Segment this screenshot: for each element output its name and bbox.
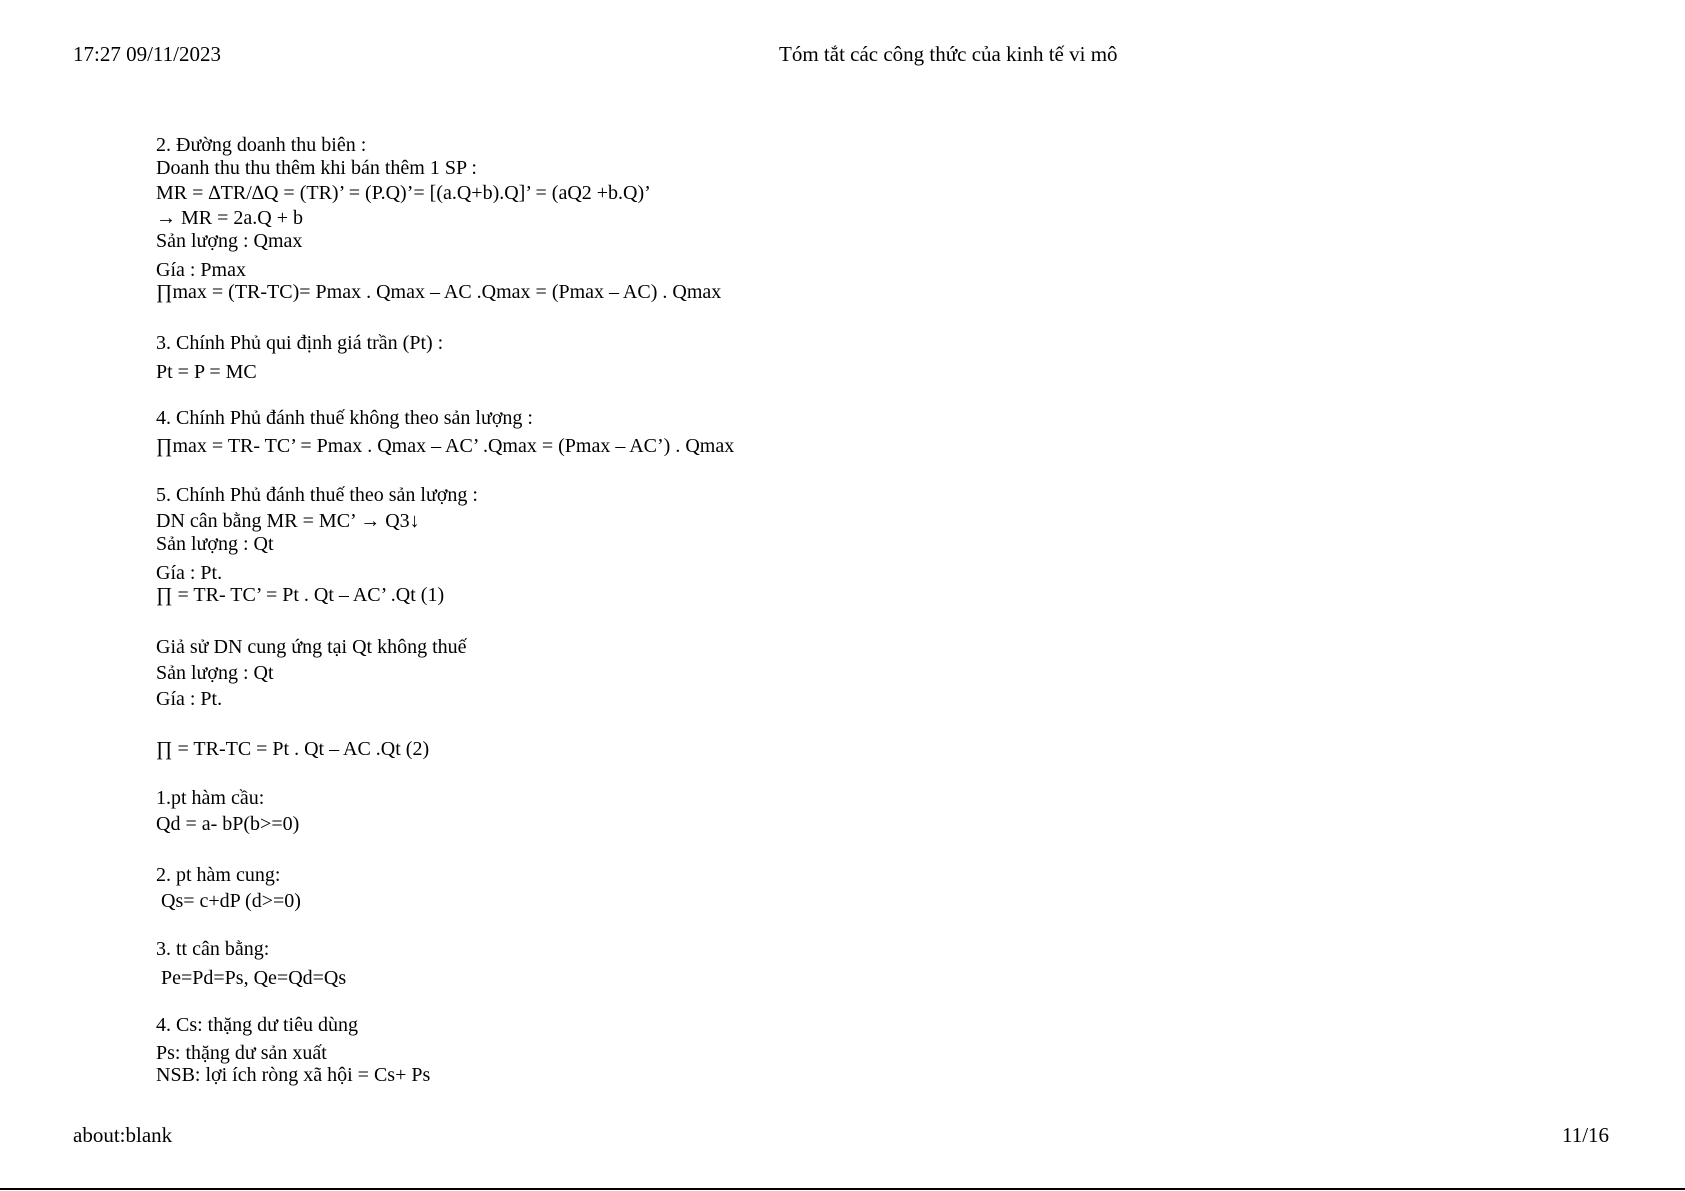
section-heading-demand: 1.pt hàm cầu: (156, 787, 265, 809)
section-heading-price-ceiling: 3. Chính Phủ qui định giá trần (Pt) : (156, 332, 444, 354)
formula-line: → MR = 2a.Q + b (156, 207, 304, 229)
formula-line: MR = ∆TR/∆Q = (TR)’ = (P.Q)’= [(a.Q+b).Q]’ = (aQ2 +b.Q)’ (156, 182, 651, 204)
section-heading-lump-sum-tax: 4. Chính Phủ đánh thuế không theo sản lượng : (156, 407, 533, 429)
formula-line: ∏max = TR- TC’ = Pmax . Qmax – AC’ .Qmax = (Pmax – AC’) . Qmax (156, 435, 735, 457)
section-heading-equilibrium: 3. tt cân bằng: (156, 938, 270, 960)
print-datetime: 17:27 09/11/2023 (73, 42, 221, 66)
text-line: Gía : Pt. (156, 562, 223, 584)
text-line: Sản lượng : Qt (156, 533, 274, 555)
formula-line: NSB: lợi ích ròng xã hội = Cs+ Ps (156, 1064, 431, 1086)
formula-line: ∏ = TR- TC’ = Pt . Qt – AC’ .Qt (1) (156, 584, 445, 606)
formula-line: Qd = a- bP(b>=0) (156, 813, 300, 835)
page-number: 11/16 (1562, 1123, 1610, 1147)
section-heading-per-unit-tax: 5. Chính Phủ đánh thuế theo sản lượng : (156, 484, 478, 506)
text-line: Ps: thặng dư sản xuất (156, 1042, 327, 1064)
footer-url: about:blank (73, 1123, 173, 1147)
text-line: Gía : Pmax (156, 259, 246, 281)
text-line: Gía : Pt. (156, 688, 223, 710)
formula-line: ∏ = TR-TC = Pt . Qt – AC .Qt (2) (156, 738, 430, 760)
document-title: Tóm tắt các công thức của kinh tế vi mô (779, 42, 1118, 66)
formula-line: Pe=Pd=Ps, Qe=Qd=Qs (156, 967, 347, 989)
formula-line: Qs= c+dP (d>=0) (156, 890, 301, 912)
text-line: Doanh thu thu thêm khi bán thêm 1 SP : (156, 157, 477, 179)
section-heading-supply: 2. pt hàm cung: (156, 864, 281, 886)
page-bottom-rule (0, 1188, 1685, 1190)
section-heading-surplus: 4. Cs: thặng dư tiêu dùng (156, 1014, 358, 1036)
section-heading-marginal-revenue: 2. Đường doanh thu biên : (156, 134, 367, 156)
formula-line: ∏max = (TR-TC)= Pmax . Qmax – AC .Qmax = (Pmax – AC) . Qmax (156, 281, 722, 303)
text-line: Giả sử DN cung ứng tại Qt không thuế (156, 636, 467, 658)
formula-line: DN cân bằng MR = MC’ → Q3↓ (156, 510, 420, 532)
text-line: Sản lượng : Qmax (156, 230, 303, 252)
text-line: Sản lượng : Qt (156, 662, 274, 684)
formula-line: Pt = P = MC (156, 361, 257, 383)
